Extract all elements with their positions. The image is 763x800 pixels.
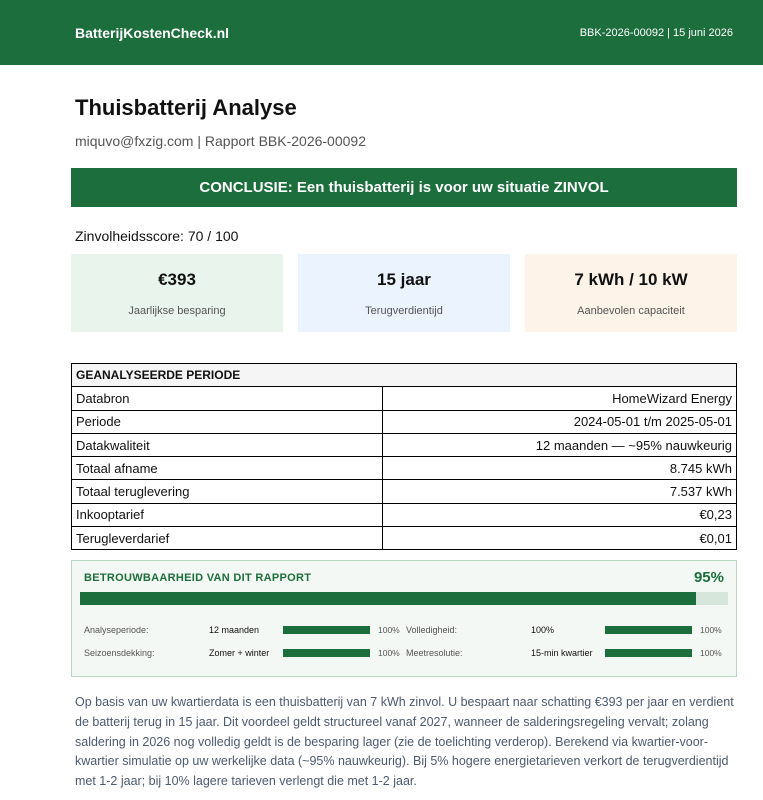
- reliability-progress-track: [80, 592, 728, 605]
- brand-logo-text[interactable]: BatterijKostenCheck.nl: [75, 24, 230, 41]
- table-row: [72, 480, 737, 503]
- row-label: Totaal teruglevering: [72, 480, 383, 503]
- kpi-label: Aanbevolen capaciteit: [577, 304, 685, 317]
- row-value: HomeWizard Energy: [383, 387, 737, 410]
- page-title: Thuisbatterij Analyse: [75, 95, 297, 120]
- row-value: 2024-05-01 t/m 2025-05-01: [383, 410, 737, 433]
- metric-label: Meetresolutie:: [406, 647, 463, 658]
- metric-season-coverage: [84, 648, 406, 658]
- table-row: [72, 527, 737, 550]
- row-label: Inkooptarief: [72, 503, 383, 526]
- metric-bar: [605, 649, 692, 657]
- metric-label: Seizoensdekking:: [84, 647, 155, 658]
- table-row: [72, 410, 737, 433]
- metric-bar: [283, 626, 370, 634]
- table-row: [72, 387, 737, 410]
- metric-analysis-period: [84, 625, 406, 635]
- row-value: 8.745 kWh: [383, 457, 737, 480]
- report-body: [0, 95, 763, 792]
- row-value: 7.537 kWh: [383, 480, 737, 503]
- site-header: [0, 0, 763, 65]
- table-row: [72, 433, 737, 456]
- reliability-progress-fill: [80, 592, 696, 605]
- summary-paragraph: Op basis van uw kwartierdata is een thuisbatterij van 7 kWh zinvol. U bespaart naar schatting €393 per jaar en verdient de batterij terug in 15 jaar. Dit voordeel geldt structureel vanaf 2027, wanneer de salderingsregeling vervalt; zolang saldering in 2026 nog volledig geldt is de besparing lager (zie de toelichting verderop). Berekend via kwartier-voor-kwartier simulatie op uw werkelijke data (~95% nauwkeurig). Bij 5% hogere energietarieven verkort de terugverdientijd met 1-2 jaar; bij 10% lagere tarieven verlengt die met 1-2 jaar.: [75, 695, 734, 789]
- metric-value: 15-min kwartier: [531, 647, 593, 658]
- kpi-value: 15 jaar: [377, 269, 431, 289]
- metric-percent: 100%: [700, 624, 722, 635]
- metric-percent: 100%: [700, 647, 722, 658]
- row-label: Periode: [72, 410, 383, 433]
- metric-percent: 100%: [378, 624, 400, 635]
- metric-resolution: [406, 648, 728, 658]
- kpi-card-savings: [71, 254, 283, 332]
- row-label: Datakwaliteit: [72, 433, 383, 456]
- metric-percent: 100%: [378, 647, 400, 658]
- table-row: [72, 457, 737, 480]
- metric-label: Volledigheid:: [406, 624, 458, 635]
- metric-value: Zomer + winter: [209, 647, 270, 658]
- conclusion-banner: CONCLUSIE: Een thuisbatterij is voor uw situatie ZINVOL: [71, 168, 737, 207]
- reliability-percent: 95%: [693, 569, 724, 587]
- metric-label: Analyseperiode:: [84, 624, 149, 635]
- reliability-panel: [71, 560, 737, 677]
- kpi-card-capacity: [525, 254, 737, 332]
- kpi-value: €393: [158, 269, 196, 289]
- kpi-label: Terugverdientijd: [365, 304, 443, 317]
- metric-value: 12 maanden: [209, 624, 260, 635]
- kpi-card-payback: [298, 254, 510, 332]
- table-row: [72, 503, 737, 526]
- row-label: Databron: [72, 387, 383, 410]
- usefulness-score: Zinvolheidsscore: 70 / 100: [75, 228, 239, 244]
- metric-completeness: [406, 625, 728, 635]
- report-id-date: BBK-2026-00092 | 15 juni 2026: [579, 26, 733, 39]
- report-subline: miquvo@fxzig.com | Rapport BBK-2026-00092: [75, 133, 366, 149]
- row-label: Terugleverdarief: [72, 527, 383, 550]
- row-label: Totaal afname: [72, 457, 383, 480]
- analysed-period-table: [71, 363, 737, 550]
- kpi-value: 7 kWh / 10 kW: [574, 269, 688, 289]
- kpi-label: Jaarlijkse besparing: [128, 304, 226, 317]
- table-heading: GEANALYSEERDE PERIODE: [72, 364, 737, 387]
- reliability-title: BETROUWBAARHEID VAN DIT RAPPORT: [84, 571, 312, 584]
- row-value: €0,01: [383, 527, 737, 550]
- metric-bar: [605, 626, 692, 634]
- kpi-cards: [71, 254, 737, 332]
- metric-value: 100%: [531, 624, 555, 635]
- row-value: 12 maanden — ~95% nauwkeurig: [383, 433, 737, 456]
- reliability-metrics: [80, 618, 728, 664]
- row-value: €0,23: [383, 503, 737, 526]
- metric-bar: [283, 649, 370, 657]
